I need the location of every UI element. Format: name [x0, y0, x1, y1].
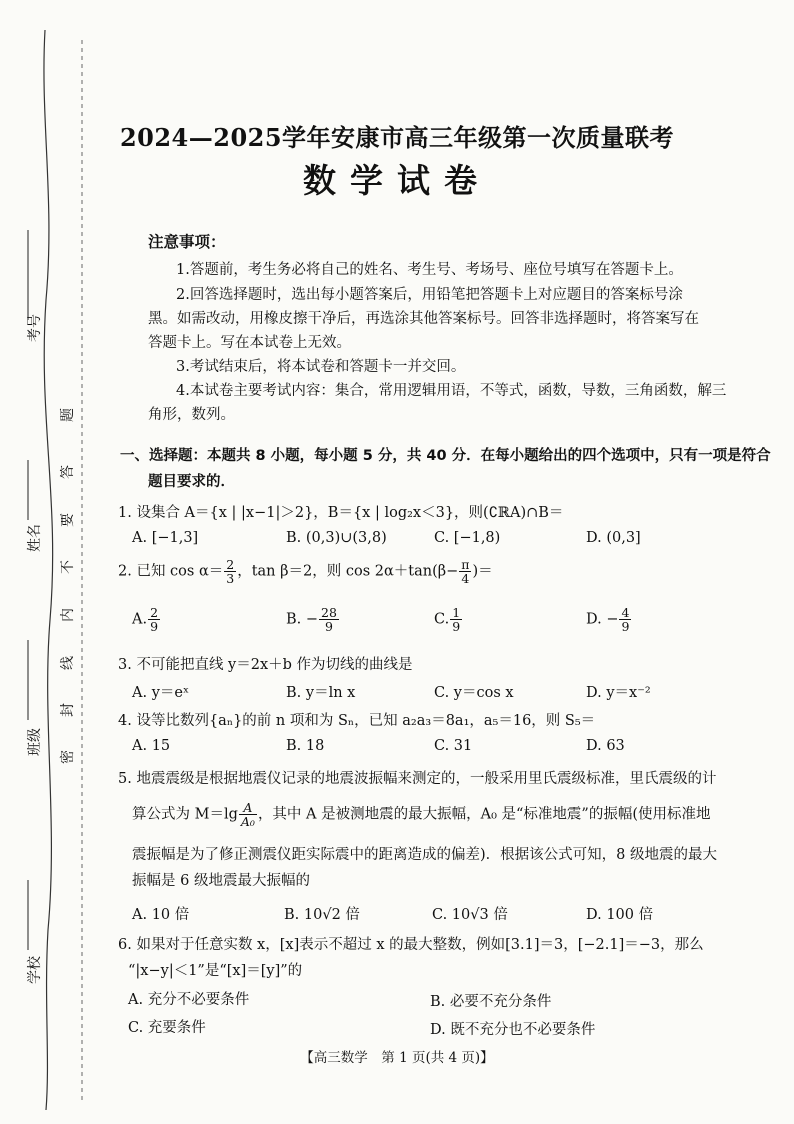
notice-line: 4.本试卷主要考试内容：集合，常用逻辑用语，不等式，函数，导数，三角函数，解三 [176, 383, 727, 399]
q2-option-c-label: C. [434, 611, 450, 628]
exam-title: 2024—2025学年安康市高三年级第一次质量联考 [119, 123, 675, 152]
q5-formula-frac [239, 801, 257, 828]
q2-prefix: 2. 已知 cos α＝ [118, 563, 224, 580]
notice-line: 答题卡上。写在本试卷上无效。 [148, 335, 351, 351]
q2-option-d-frac [619, 606, 631, 633]
q2-f2-num: π [461, 557, 470, 572]
q4-option-c: C. 31 [434, 738, 473, 754]
q2-f1-den: 3 [226, 571, 235, 586]
q2-option-a [132, 606, 161, 633]
q2-fraction-2 [459, 558, 471, 585]
question-2-stem [118, 558, 493, 585]
q6-option-d: D. 既不充分也不必要条件 [430, 1022, 596, 1038]
q2-option-d-label: D. − [586, 611, 619, 628]
question-6-line-2: “|x−y|＜1”是“[x]＝[y]”的 [128, 963, 303, 979]
q5-option-a: A. 10 倍 [132, 907, 190, 923]
question-6-line-1: 6. 如果对于任意实数 x，[x]表示不超过 x 的最大整数，例如[3.1]＝3，[−2.1]＝−3，那么 [118, 937, 704, 953]
q2-b-den: 9 [325, 619, 333, 634]
seal-char: 密 [60, 750, 76, 764]
q2-f1-num: 2 [226, 557, 235, 572]
q4-option-d: D. 63 [586, 738, 625, 754]
q2-option-d [586, 606, 632, 633]
q3-option-b: B. y＝ln x [286, 685, 356, 701]
class-label: 班级 [27, 728, 43, 756]
q2-option-b [286, 606, 340, 633]
seal-char: 封 [60, 703, 76, 717]
notice-line: 1.答题前，考生务必将自己的姓名、考生号、考场号、座位号填写在答题卡上。 [176, 262, 683, 278]
q6-option-c: C. 充要条件 [128, 1020, 206, 1036]
q2-option-c-frac [450, 606, 462, 633]
school-label: 学校 [27, 956, 43, 984]
q5-frac-num: A [239, 801, 257, 815]
q5-formula-prefix: 算公式为 M＝lg [132, 806, 238, 823]
q4-option-b: B. 18 [286, 738, 325, 754]
q2-c-num: 1 [452, 605, 461, 620]
q2-f2-den: 4 [461, 571, 470, 586]
notice-line: 黑。如需改动，用橡皮擦干净后，再选涂其他答案标号。回答非选择题时，将答案写在 [148, 311, 699, 327]
question-3-stem: 3. 不可能把直线 y＝2x＋b 作为切线的曲线是 [118, 657, 413, 673]
q2-option-c [434, 606, 463, 633]
q1-option-d: D. (0,3] [586, 530, 641, 546]
q2-c-den: 9 [452, 619, 461, 634]
q2-suffix: )＝ [472, 563, 493, 580]
q2-option-b-label: B. − [286, 611, 319, 628]
q5-formula-suffix: ，其中 A 是被测地震的最大振幅，A₀ 是“标准地震”的振幅(使用标准地 [257, 806, 711, 823]
q3-option-c: C. y＝cos x [434, 685, 514, 701]
question-5-line-2 [132, 801, 711, 828]
seal-char: 内 [60, 608, 76, 622]
question-5-line-1: 5. 地震震级是根据地震仪记录的地震波振幅来测定的，一般采用里氏震级标准，里氏震级的计 [118, 771, 717, 787]
q2-b-num: 28 [321, 605, 337, 620]
question-1-stem: 1. 设集合 A＝{x | |x−1|＞2}，B＝{x | log₂x＜3}，则(∁ℝA)∩B＝ [118, 505, 564, 521]
q3-option-a: A. y＝eˣ [132, 685, 190, 701]
q2-d-den: 9 [621, 619, 630, 634]
seal-char: 要 [60, 513, 76, 527]
page-footer: 【高三数学 第 1 页(共 4 页)】 [300, 1050, 494, 1066]
q3-option-d: D. y＝x⁻² [586, 685, 651, 701]
seal-char: 不 [60, 560, 76, 574]
q1-option-a: A. [−1,3] [132, 530, 199, 546]
q4-option-a: A. 15 [132, 738, 171, 754]
notice-line: 2.回答选择题时，选出每小题答案后，用铅笔把答题卡上对应题目的答案标号涂 [176, 287, 683, 303]
q1-option-c: C. [−1,8) [434, 530, 501, 546]
q6-option-b: B. 必要不充分条件 [430, 994, 552, 1010]
q2-a-num: 2 [150, 605, 159, 620]
q2-d-num: 4 [621, 605, 630, 620]
q1-option-b: B. (0,3)∪(3,8) [286, 530, 387, 546]
question-5-line-3: 震振幅是为了修正测震仪距实际震中的距离造成的偏差)．根据该公式可知，8 级地震的最大 [132, 847, 717, 863]
exam-number-label: 考号 [27, 314, 43, 342]
question-4-stem: 4. 设等比数列{aₙ}的前 n 项和为 Sₙ，已知 a₂a₃＝8a₁，a₅＝16，则 S₅＝ [118, 713, 596, 729]
q2-option-a-label: A. [132, 611, 148, 628]
q2-option-b-frac [319, 606, 339, 633]
name-label: 姓名 [27, 524, 43, 552]
notice-line: 3.考试结束后，将本试卷和答题卡一并交回。 [176, 359, 466, 375]
seal-char: 线 [60, 656, 76, 670]
q2-mid: ，tan β＝2，则 cos 2α＋tan(β− [237, 563, 459, 580]
question-5-line-4: 振幅是 6 级地震最大振幅的 [132, 873, 310, 889]
q5-frac-den: A₀ [240, 814, 255, 829]
q5-option-b: B. 10√2 倍 [284, 907, 360, 923]
q5-option-d: D. 100 倍 [586, 907, 654, 923]
q2-a-den: 9 [150, 619, 159, 634]
q5-option-c: C. 10√3 倍 [432, 907, 508, 923]
q6-option-a: A. 充分不必要条件 [128, 992, 250, 1008]
notice-heading: 注意事项： [148, 233, 226, 251]
notice-line: 角形，数列。 [148, 407, 235, 423]
q2-fraction-1 [224, 558, 236, 585]
section-heading-cont: 题目要求的． [148, 474, 235, 490]
q2-option-a-frac [148, 606, 160, 633]
section-heading: 一、选择题：本题共 8 小题，每小题 5 分，共 40 分．在每小题给出的四个选项中，只有一项是符合 [120, 448, 771, 464]
seal-char: 答 [60, 465, 76, 479]
subject-title: 数学试卷 [303, 161, 491, 200]
seal-char: 题 [60, 408, 76, 422]
